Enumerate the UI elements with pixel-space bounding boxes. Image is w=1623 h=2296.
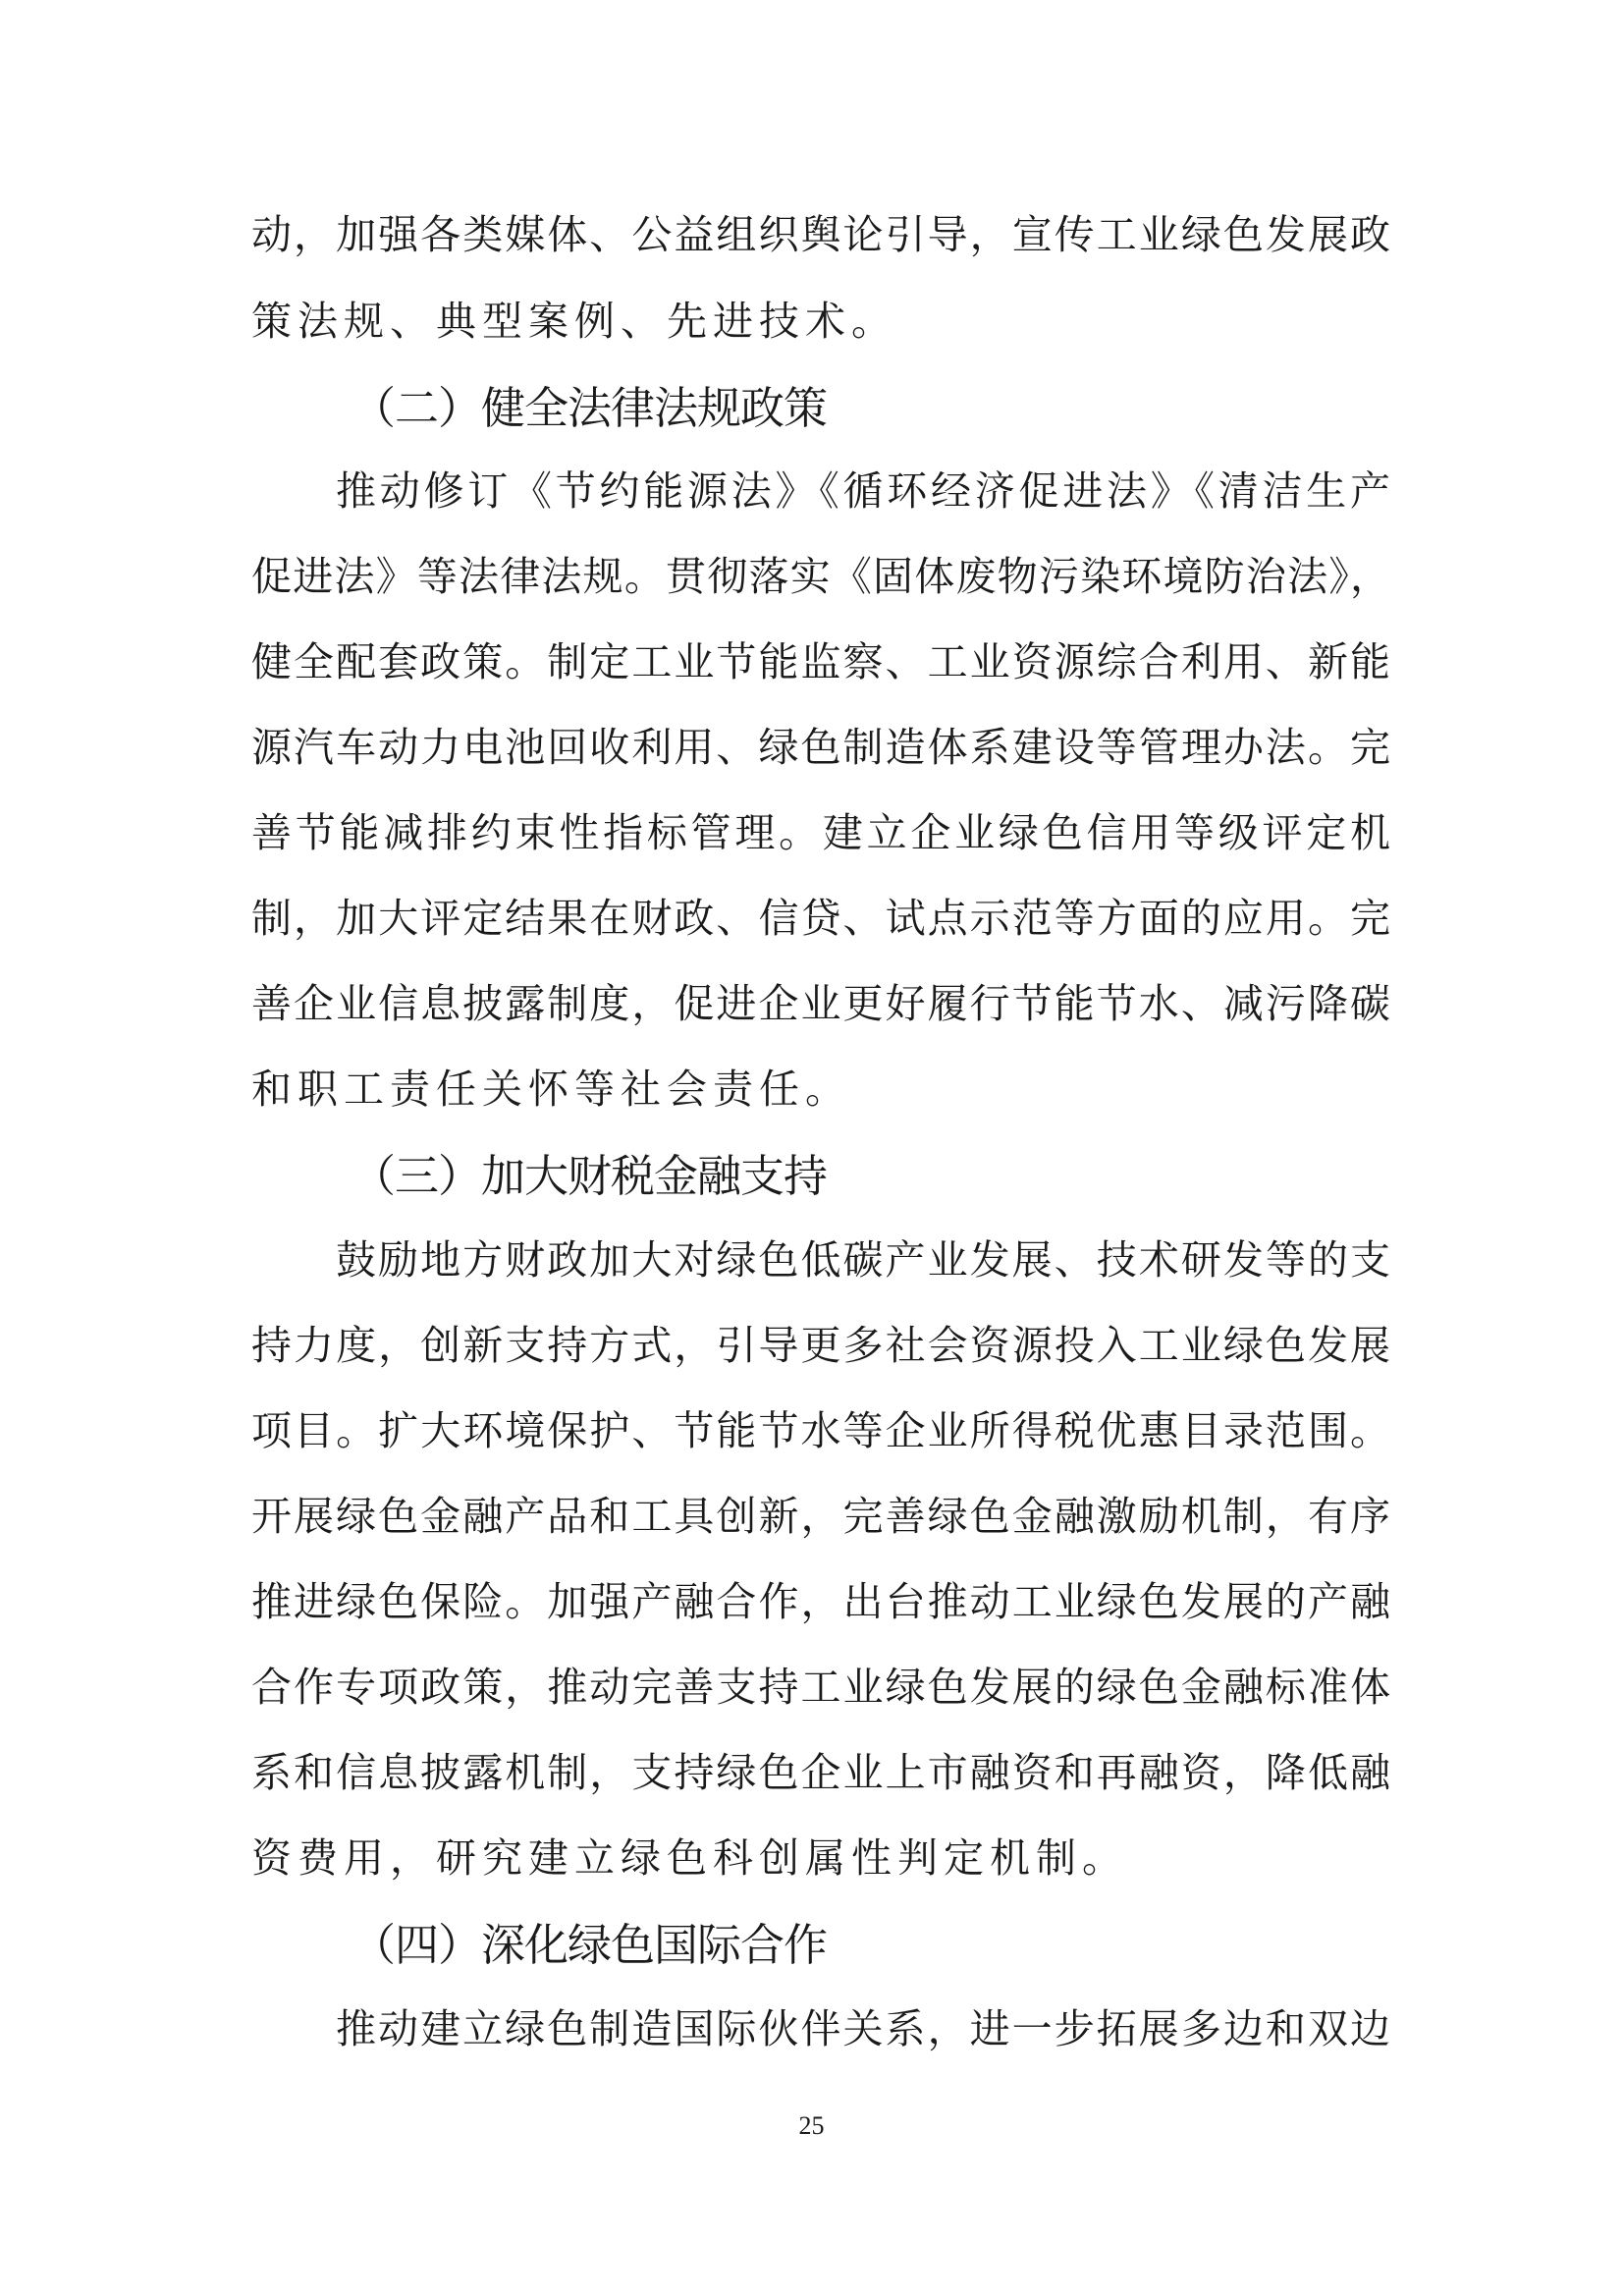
section-heading-2: （二）健全法律法规政策 [352,382,828,434]
paragraph-line: 健全配套政策。制定工业节能监察、工业资源综合利用、新能 [251,638,1390,685]
section-heading-3: （三）加大财税金融支持 [352,1150,828,1202]
paragraph-line: 合作专项政策，推动完善支持工业绿色发展的绿色金融标准体 [251,1664,1390,1711]
paragraph-line: 策法规、典型案例、先进技术。 [251,298,897,345]
page-number: 25 [798,2111,825,2140]
paragraph-line: 动，加强各类媒体、公益组织舆论引导，宣传工业绿色发展政 [251,211,1390,258]
paragraph-line: 源汽车动力电池回收利用、绿色制造体系建设等管理办法。完 [251,724,1390,771]
paragraph-line: 推动建立绿色制造国际伙伴关系，进一步拓展多边和双边 [336,2005,1390,2052]
paragraph-line: 项目。扩大环境保护、节能节水等企业所得税优惠目录范围。 [251,1407,1390,1454]
paragraph-line: 制，加大评定结果在财政、信贷、试点示范等方面的应用。完 [251,895,1390,942]
paragraph-line: 推进绿色保险。加强产融合作，出台推动工业绿色发展的产融 [251,1578,1390,1625]
paragraph-line: 鼓励地方财政加大对绿色低碳产业发展、技术研发等的支 [336,1236,1390,1284]
paragraph-line: 推动修订《节约能源法》《循环经济促进法》《清洁生产 [336,467,1390,515]
paragraph-line: 善节能减排约束性指标管理。建立企业绿色信用等级评定机 [251,809,1390,856]
paragraph-line: 和职工责任关怀等社会责任。 [251,1066,851,1113]
paragraph-line: 促进法》等法律法规。贯彻落实《固体废物污染环境防治法》， [251,553,1390,600]
section-heading-4: （四）深化绿色国际合作 [352,1919,828,1971]
paragraph-line: 善企业信息披露制度，促进企业更好履行节能节水、减污降碳 [251,980,1390,1027]
paragraph-line: 系和信息披露机制，支持绿色企业上市融资和再融资，降低融 [251,1749,1390,1796]
paragraph-line: 资费用，研究建立绿色科创属性判定机制。 [251,1834,1128,1882]
paragraph-line: 开展绿色金融产品和工具创新，完善绿色金融激励机制，有序 [251,1493,1390,1540]
paragraph-line: 持力度，创新支持方式，引导更多社会资源投入工业绿色发展 [251,1322,1390,1369]
